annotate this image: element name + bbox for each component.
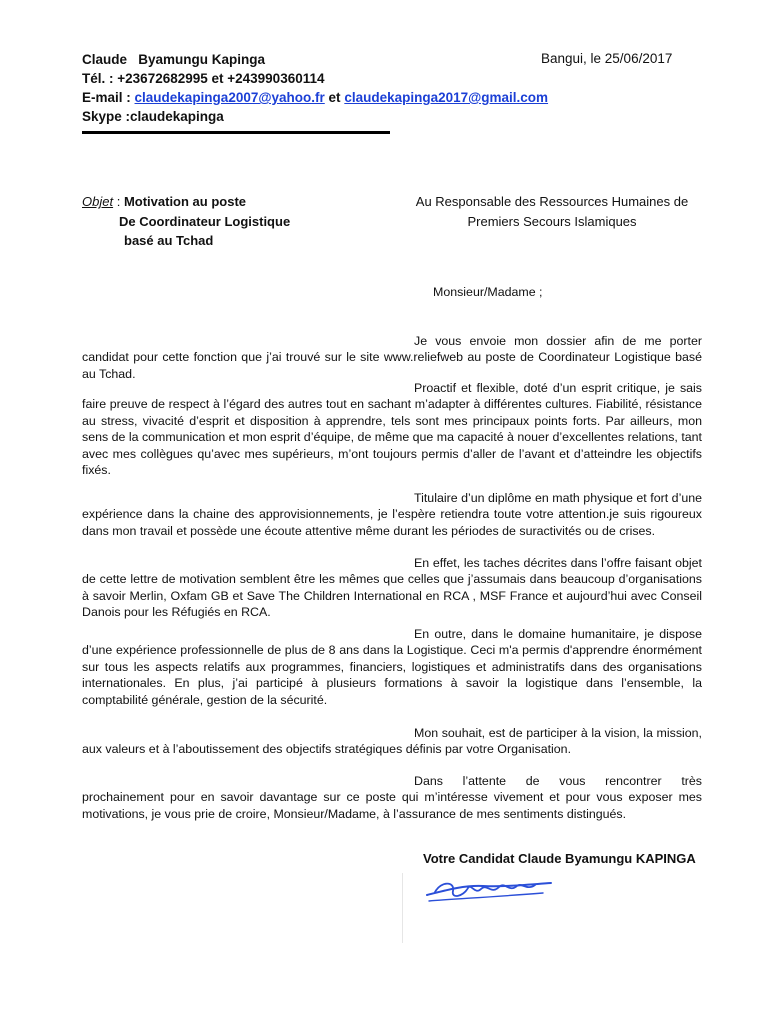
closing-line: Votre Candidat Claude Byamungu KAPINGA xyxy=(423,851,696,866)
recipient-block xyxy=(402,192,702,231)
body-paragraph-3: Titulaire d’un diplôme en math physique et fort d’une expérience dans la chaine des approvisionnements, je l’espère retiendra toute votre attention.je suis rigoureux dans mon travail et possède une écoute attentive même durant les périodes de suractivités ou de crises. xyxy=(82,491,702,538)
email-link-gmail[interactable]: claudekapinga2017@gmail.com xyxy=(344,90,549,105)
subject-line-1: Objet : Motivation au poste xyxy=(82,194,246,209)
header-divider xyxy=(82,131,390,134)
email-link-yahoo[interactable]: claudekapinga2007@yahoo.fr xyxy=(134,90,325,105)
body-paragraph-5: En outre, dans le domaine humanitaire, je dispose d’une expérience professionnelle de plus de 8 ans dans la Logistique. Ceci m'a permis d'apprendre énormément sur tous les aspects relatifs aux programmes, financiers, logistiques et administratifs dans des organisations internationales. En plus, j’ai participé à plusieurs formations à savoir la logistique dans l’ensemble, la comptabilité générale, gestion de la sécurité. xyxy=(82,627,702,707)
subject-line-3: basé au Tchad xyxy=(124,233,214,248)
sender-email: E-mail : claudekapinga2007@yahoo.fr et claudekapinga2017@gmail.com xyxy=(82,90,549,105)
place-date: Bangui, le 25/06/2017 xyxy=(541,51,673,66)
body-paragraph-6: Mon souhait, est de participer à la vision, la mission, aux valeurs et à l’aboutissement des objectifs stratégiques définis par votre Organisation. xyxy=(82,726,702,757)
subject-line-2: De Coordinateur Logistique xyxy=(119,213,291,229)
sender-skype: Skype :claudekapinga xyxy=(82,109,224,124)
body-paragraph-2: Proactif et flexible, doté d’un esprit critique, je sais faire preuve de respect à l’égard des autres tout en sachant m’adapter à différentes cultures. Fiabilité, résistance au stress, vivacité d’esprit et disposition à apprendre, tels sont mes principaux points forts. Par ailleurs, mon sens de la communication et mon esprit d’équipe, de même que ma capacité à nouer d’excellentes relations, tant avec mes collègues qu’avec mes supérieurs, m’ont toujours permis d’aller de l’avant et d’atteindre les objectifs fixés. xyxy=(82,381,702,478)
scan-artifact-line xyxy=(402,873,403,943)
subject-label: Objet xyxy=(82,194,114,209)
sender-phone: Tél. : +23672682995 et +243990360114 xyxy=(82,71,325,86)
salutation: Monsieur/Madame ; xyxy=(433,285,543,299)
subject-block xyxy=(82,192,290,251)
sender-name: Claude Byamungu Kapinga xyxy=(82,52,266,67)
recipient-line-2: Premiers Secours Islamiques xyxy=(467,213,637,229)
handwritten-signature xyxy=(423,873,558,913)
body-paragraph-4: En effet, les taches décrites dans l’offre faisant objet de cette lettre de motivation semblent être les mêmes que celles que j’assumais dans beaucoup d’organisations à savoir Merlin, Oxfam GB et Save The Children International en RCA , MSF France et aujourd’hui avec Conseil Danois pour les Réfugiés en RCA. xyxy=(82,556,702,620)
body-paragraph-7: Dans l’attente de vous rencontrer très prochainement pour en savoir davantage sur ce poste qui m’intéresse vivement et pour vous exposer mes motivations, je vous prie de croire, Monsieur/Madame, à l’assurance de mes sentiments distingués. xyxy=(82,774,702,821)
body-paragraph-1: Je vous envoie mon dossier afin de me porter candidat pour cette fonction que j’ai trouvé sur le site www.reliefweb au poste de Coordinateur Logistique basé au Tchad. xyxy=(82,334,702,381)
recipient-line-1: Au Responsable des Ressources Humaines de xyxy=(415,194,689,209)
